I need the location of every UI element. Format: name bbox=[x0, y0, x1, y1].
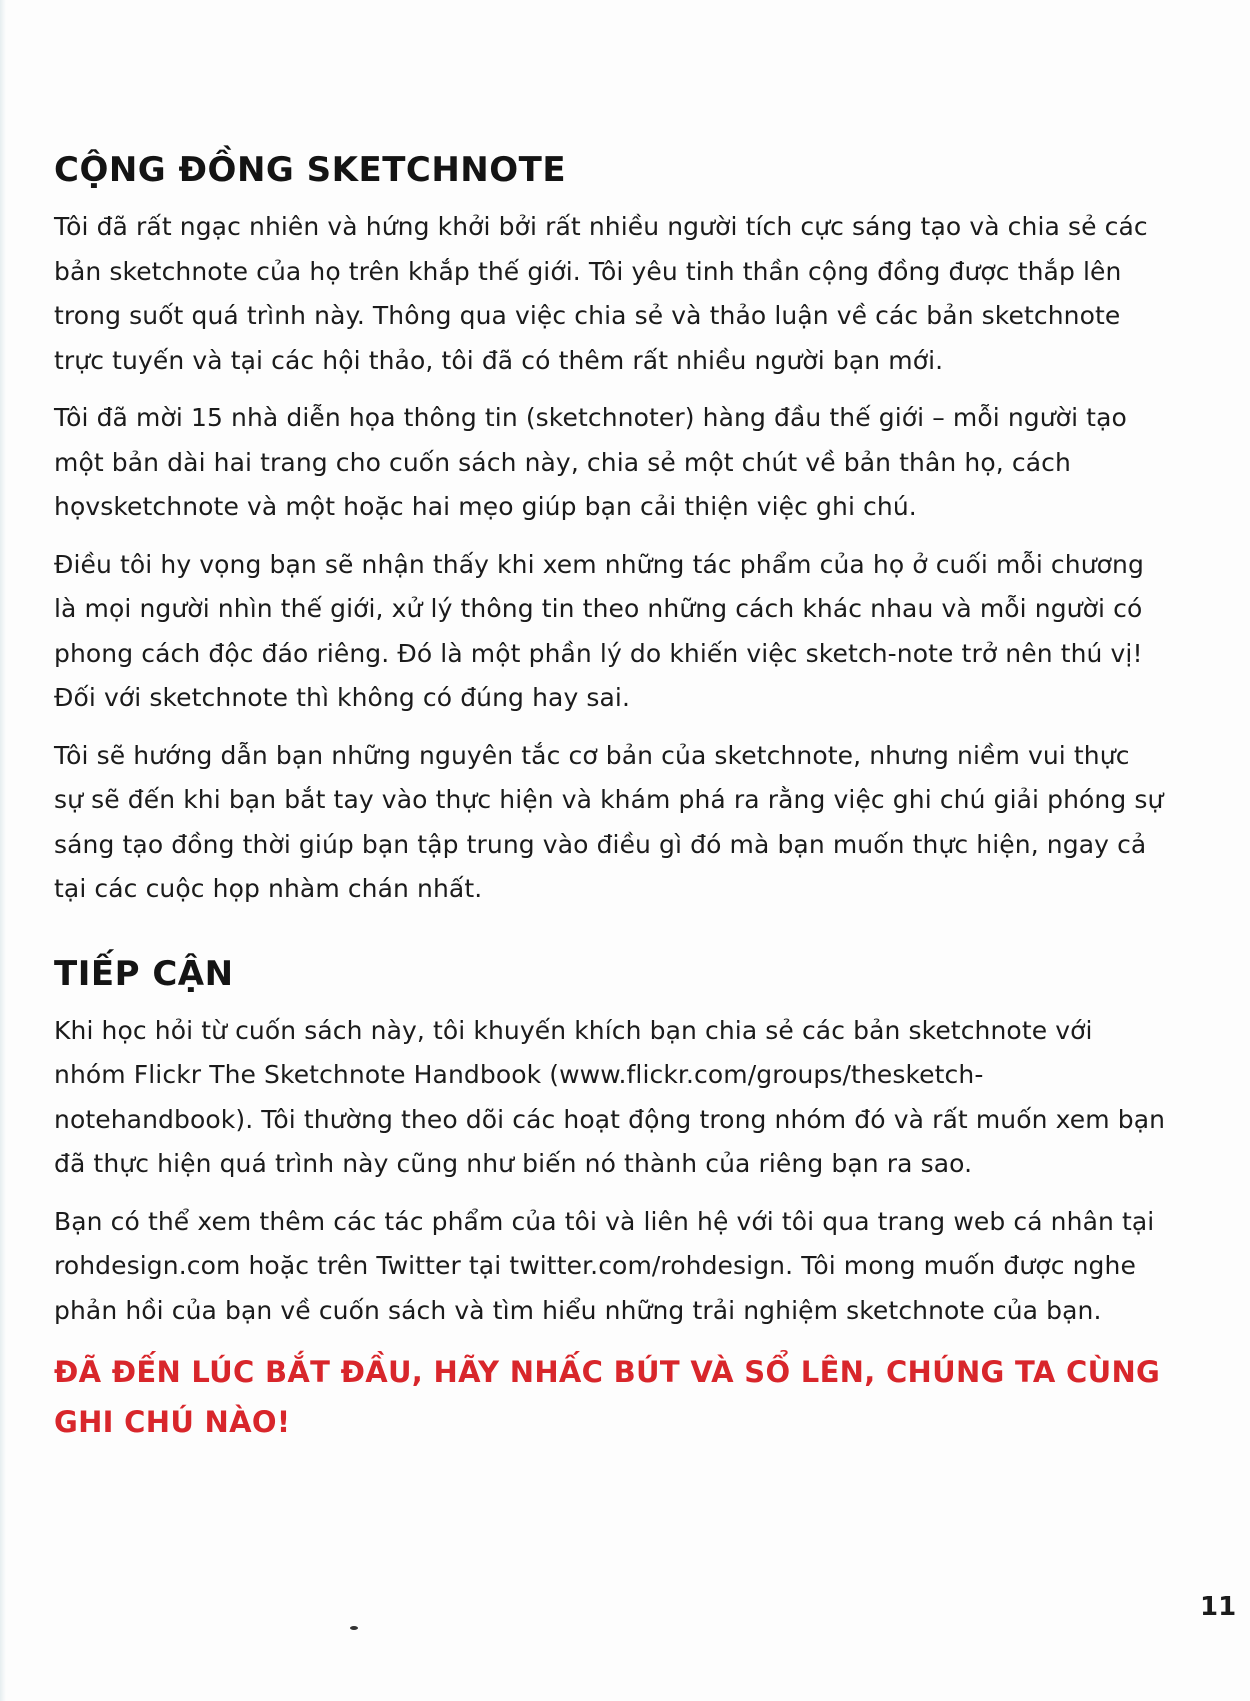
ink-speck bbox=[350, 1626, 358, 1630]
paragraph: Điều tôi hy vọng bạn sẽ nhận thấy khi xem những tác phẩm của họ ở cuối mỗi chương là mọi người nhìn thế giới, xử lý thông tin theo những cách khác nhau và mỗi người có phong cách độc đáo riêng. Đó là một phần lý do khiến việc sketch-note trở nên thú vị! Đối với sketchnote thì không có đúng hay sai. bbox=[54, 549, 1144, 712]
paragraph: Khi học hỏi từ cuốn sách này, tôi khuyến khích bạn chia sẻ các bản sketchnote với nhóm Flickr The Sketchnote Handbook (www.flickr.com/groups/thesketch-notehandbook). Tôi thường theo dõi các hoạt động trong nhóm đó và rất muốn xem bạn đã thực hiện quá trình này cũng như biến nó thành của riêng bạn ra sao. bbox=[54, 1015, 1166, 1178]
page-number: 11 bbox=[1200, 1592, 1237, 1622]
paragraph: Bạn có thể xem thêm các tác phẩm của tôi và liên hệ với tôi qua trang web cá nhân tại rohdesign.com hoặc trên Twitter tại twitter.com/rohdesign. Tôi mong muốn được nghe phản hồi của bạn về cuốn sách và tìm hiểu những trải nghiệm sketchnote của bạn. bbox=[54, 1206, 1155, 1325]
paragraph: Tôi đã mời 15 nhà diễn họa thông tin (sketchnoter) hàng đầu thế giới – mỗi người tạo một bản dài hai trang cho cuốn sách này, chia sẻ một chút về bản thân họ, cách họvsketchnote và một hoặc hai mẹo giúp bạn cải thiện việc ghi chú. bbox=[54, 403, 1127, 521]
callout-text: ĐÃ ĐẾN LÚC BẮT ĐẦU, HÃY NHẤC BÚT VÀ SỔ LÊN, CHÚNG TA CÙNG GHI CHÚ NÀO! bbox=[54, 1355, 1161, 1439]
paragraph: Tôi sẽ hướng dẫn bạn những nguyên tắc cơ bản của sketchnote, nhưng niềm vui thực sự sẽ đến khi bạn bắt tay vào thực hiện và khám phá ra rằng việc ghi chú giải phóng sự sáng tạo đồng thời giúp bạn tập trung vào điều gì đó mà bạn muốn thực hiện, ngay cả tại các cuộc họp nhàm chán nhất. bbox=[54, 740, 1164, 903]
paragraph: Tôi đã rất ngạc nhiên và hứng khởi bởi rất nhiều người tích cực sáng tạo và chia sẻ các bản sketchnote của họ trên khắp thế giới. Tôi yêu tinh thần cộng đồng được thắp lên trong suốt quá trình này. Thông qua việc chia sẻ và thảo luận về các bản sketchnote trực tuyến và tại các hội thảo, tôi đã có thêm rất nhiều người bạn mới. bbox=[54, 212, 1148, 375]
page-content bbox=[54, 148, 1166, 1447]
page-edge-shadow bbox=[0, 0, 6, 1701]
section-heading-community: CỘNG ĐỒNG SKETCHNOTE bbox=[54, 150, 567, 190]
section-heading-approach: TIẾP CẬN bbox=[54, 953, 234, 994]
